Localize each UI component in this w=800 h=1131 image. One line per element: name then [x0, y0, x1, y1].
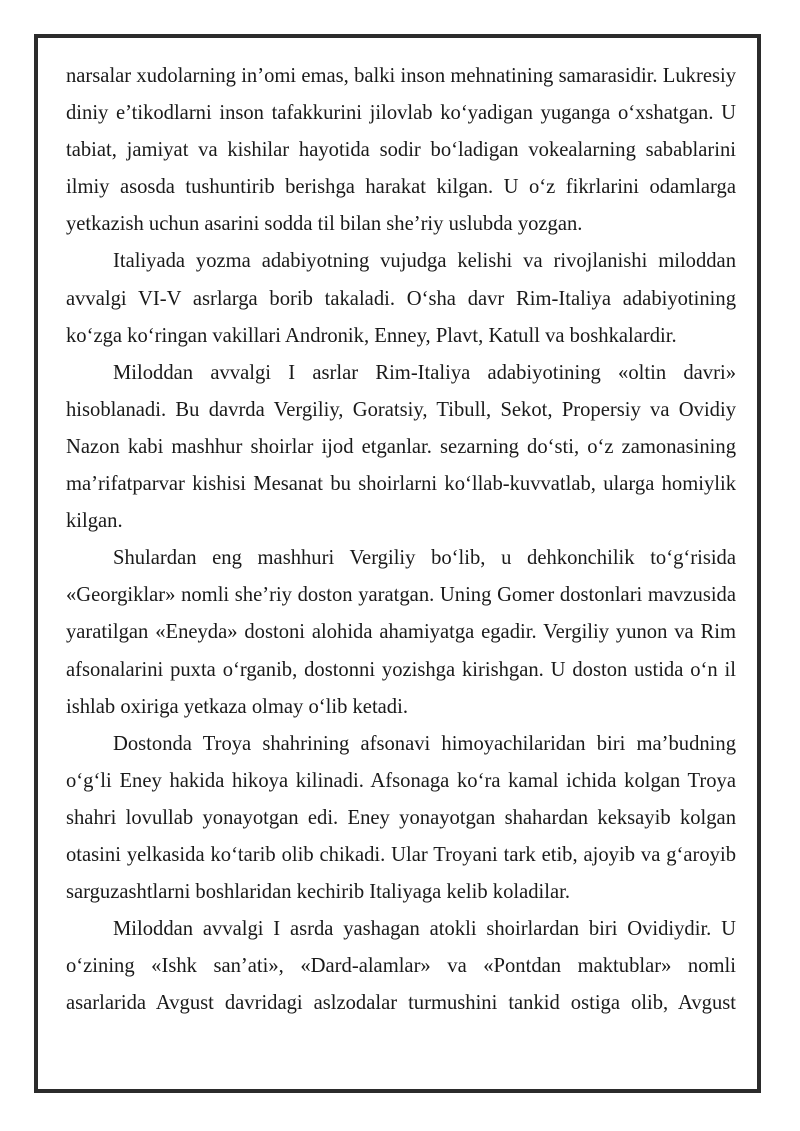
paragraph: Dostonda Troya shahrining afsonavi himoyachilaridan biri ma’budning o‘g‘li Eney hakida hikoya kilinadi. Afsonaga ko‘ra kamal ichida kolgan Troya shahri lovullab yonayotgan edi. Eney yonayotgan shahardan keksayib kolgan otasini yelkasida ko‘tarib olib chikadi. Ular Troyani tark etib, ajoyib va g‘aroyib sarguzashtlarni boshlaridan kechirib Italiyaga kelib koladilar. [66, 732, 736, 904]
paragraph: narsalar xudolarning in’omi emas, balki inson mehnatining samarasidir. Lukresiy diniy e’tikodlarni inson tafakkurini jilovlab ko‘yadigan yuganga o‘xshatgan. U tabiat, jamiyat va kishilar hayotida sodir bo‘ladigan vokealarning sabablarini ilmiy asosda tushuntirib berishga harakat kilgan. U o‘z fikrlarini odamlarga yetkazish uchun asarini sodda til bilan she’riy uslubda yozgan. [66, 65, 736, 236]
paragraph: Shulardan eng mashhuri Vergiliy bo‘lib, u dehkonchilik to‘g‘risida «Georgiklar» nomli she’riy doston yaratgan. Uning Gomer dostonlari mavzusida yaratilgan «Eneyda» dostoni alohida ahamiyatga egadir. Vergiliy yunon va Rim afsonalarini puxta o‘rganib, dostonni yozishga kirishgan. U doston ustida o‘n il ishlab oxiriga yetkaza olmay o‘lib ketadi. [66, 547, 736, 718]
paragraph: Italiyada yozma adabiyotning vujudga kelishi va rivojlanishi miloddan avvalgi VI-V asrlarga borib takaladi. O‘sha davr Rim-Italiya adabiyotining ko‘zga ko‘ringan vakillari Andronik, Enney, Plavt, Katull va boshkalardir. [66, 250, 736, 347]
document-body [66, 58, 736, 1022]
paragraph: Miloddan avvalgi I asrlar Rim-Italiya adabiyotining «oltin davri» hisoblanadi. Bu davrda Vergiliy, Goratsiy, Tibull, Sekot, Propersiy va Ovidiy Nazon kabi mashhur shoirlar ijod etganlar. sezarning do‘sti, o‘z zamonasining ma’rifatparvar kishisi Mesanat bu shoirlarni ko‘llab-kuvvatlab, ularga homiylik kilgan. [66, 361, 736, 533]
paragraph: Miloddan avvalgi I asrda yashagan atokli shoirlardan biri Ovidiydir. U o‘zining «Ishk san’ati», «Dard-alamlar» va «Pontdan maktublar» nomli asarlarida Avgust davridagi aslzodalar turmushini tankid ostiga olib, Avgust [66, 918, 736, 1015]
